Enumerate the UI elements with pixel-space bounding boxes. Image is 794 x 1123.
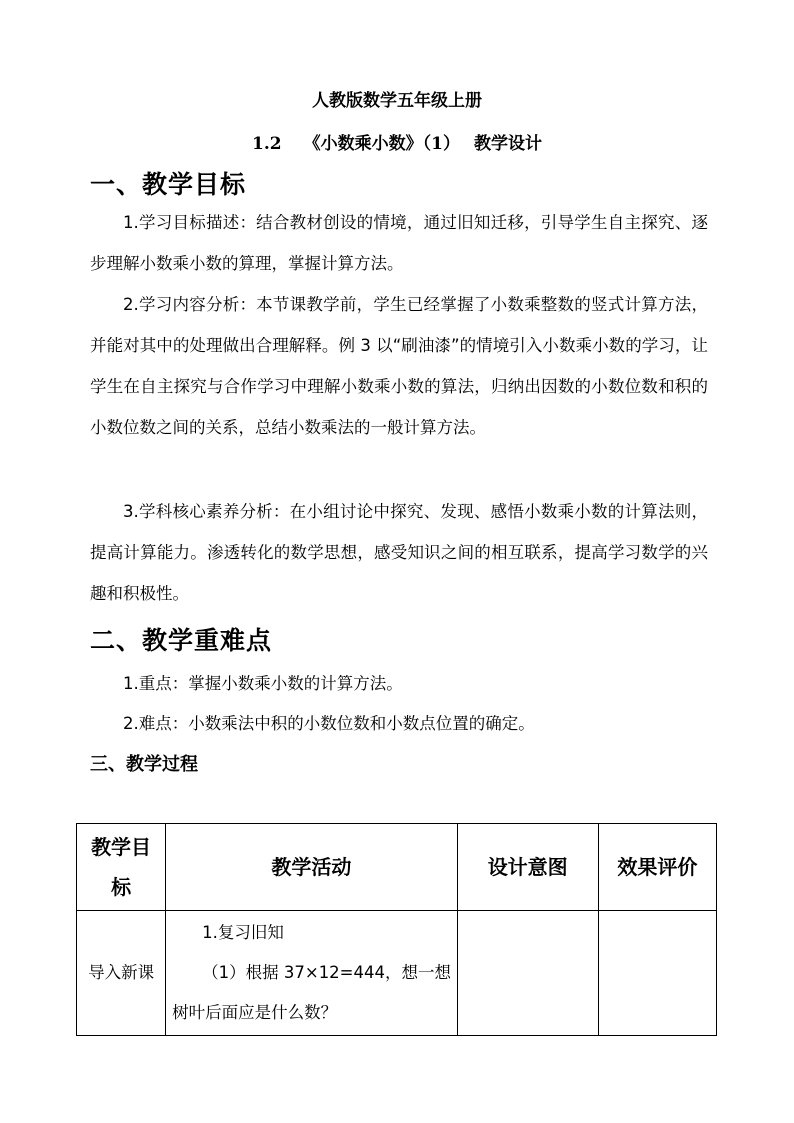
section-heading-objectives: 一、教学目标 — [90, 170, 247, 199]
difficulty-text: 2.难点：小数乘法中积的小数位数和小数点位置的确定。 — [123, 714, 535, 733]
row-activity — [166, 911, 457, 1036]
header-activity: 教学活动 — [166, 824, 457, 911]
objective-paragraph-2: 2.学习内容分析：本节课教学前，学生已经掌握了小数乘整数的竖式计算方法，并能对其中的处理做出合理解释。例 3 以“刷油漆”的情境引入小数乘小数的学习，让学生在自主探究与合作学习中理解小数乘小数的算法，归纳出因数的小数位数和积的小数位数之间的关系，总结小数乘法的一般计算方法。 — [90, 295, 708, 437]
table-header-row — [77, 824, 717, 911]
lesson-name: 《小数乘小数》（1） — [303, 134, 460, 154]
header-evaluation: 效果评价 — [598, 824, 716, 911]
activity-title: 1.复习旧知 — [202, 923, 284, 942]
header-intent: 设计意图 — [457, 824, 598, 911]
row-evaluation — [598, 911, 716, 1036]
section-heading-process: 三、教学过程 — [90, 754, 198, 775]
key-point-text: 1.重点：掌握小数乘小数的计算方法。 — [123, 674, 403, 693]
row-stage — [77, 911, 166, 1036]
table-row — [77, 911, 717, 1036]
activity-question: （1）根据 37×12=444，想一想树叶后面应是什么数？ — [172, 963, 452, 1022]
objective-paragraph-1: 1.学习目标描述：结合教材创设的情境，通过旧知迁移，引导学生自主探究、逐步理解小数乘小数的算理，掌握计算方法。 — [90, 213, 708, 273]
section-heading-key-points: 二、教学重难点 — [90, 626, 273, 655]
objective-paragraph-3: 3.学科核心素养分析：在小组讨论中探究、发现、感悟小数乘小数的计算法则，提高计算能力。渗透转化的数学思想，感受知识之间的相互联系，提高学习数学的兴趣和积极性。 — [90, 502, 708, 603]
lesson-number: 1.2 — [252, 134, 282, 154]
lesson-suffix: 教学设计 — [473, 134, 542, 154]
row-intent — [457, 911, 598, 1036]
lesson-title — [0, 129, 794, 154]
document-title: 人教版数学五年级上册 — [312, 91, 482, 111]
teaching-process-table — [76, 823, 717, 1036]
header-objective: 教学目标 — [77, 824, 166, 911]
stage-label: 导入新课 — [88, 963, 155, 982]
